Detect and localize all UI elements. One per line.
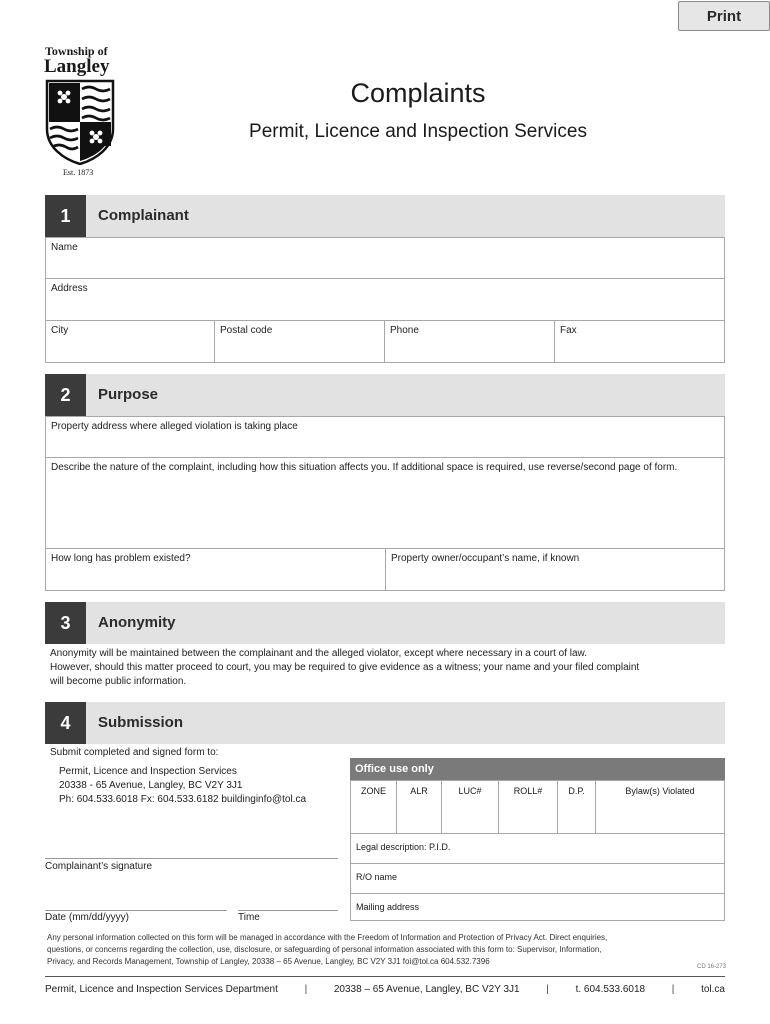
office-mailing-address[interactable]	[351, 893, 724, 921]
submission-department: Permit, Licence and Inspection Services	[59, 766, 237, 777]
office-legal-description[interactable]	[351, 833, 724, 863]
anonymity-line: will become public information.	[50, 676, 187, 687]
office-use-header: Office use only	[350, 758, 725, 780]
complaint-description-label: Describe the nature of the complaint, including how this situation affects you. If additional space is required, use reverse/second page of form.	[51, 462, 678, 473]
submission-intro: Submit completed and signed form to:	[50, 747, 219, 758]
anonymity-line: However, should this matter proceed to court, you may be required to give evidence as a witness; your name and your filed complaint	[50, 662, 640, 673]
office-legal-label: Legal description: P.I.D.	[356, 842, 451, 852]
office-ro-name[interactable]	[351, 863, 724, 893]
section-title: Purpose	[98, 386, 159, 403]
section-anonymity-header	[45, 602, 725, 644]
section-number: 2	[45, 374, 86, 416]
footer-separator: |	[671, 984, 675, 995]
problem-duration-field[interactable]	[45, 549, 386, 591]
privacy-line: questions, or concerns regarding the collection, use, disclosure, or safeguarding of personal information associated with this form to: Supervisor, Information,	[47, 945, 602, 954]
form-code: CD 16-273	[697, 964, 727, 970]
anonymity-text	[50, 647, 730, 689]
privacy-line: Any personal information collected on this form will be managed in accordance with the Freedom of Information and Protection of Privacy Act. Direct enquiries,	[47, 933, 608, 942]
office-col-dp[interactable]: D.P.	[558, 781, 596, 833]
section-number: 1	[45, 195, 86, 237]
city-label: City	[51, 325, 69, 336]
privacy-notice	[47, 932, 727, 968]
submission-address: 20338 - 65 Avenue, Langley, BC V2Y 3J1	[59, 780, 243, 791]
section-complainant-header	[45, 195, 725, 237]
address-label: Address	[51, 283, 88, 294]
footer	[45, 984, 725, 995]
print-button[interactable]: Print	[678, 1, 770, 31]
section-number: 3	[45, 602, 86, 644]
property-address-label: Property address where alleged violation is taking place	[51, 421, 298, 432]
privacy-line: Privacy, and Records Management, Township of Langley, 20338 – 65 Avenue, Langley, BC V2Y 3J1 foi@tol.ca 604.532.7396	[47, 957, 490, 966]
office-col-luc[interactable]: LUC#	[442, 781, 499, 833]
footer-separator: |	[304, 984, 308, 995]
submission-address-block	[59, 765, 306, 807]
problem-duration-label: How long has problem existed?	[51, 553, 191, 564]
office-ro-name-label: R/O name	[356, 872, 398, 882]
anonymity-line: Anonymity will be maintained between the complainant and the alleged violator, except where necessary in a court of law.	[50, 648, 587, 659]
footer-divider	[45, 976, 725, 977]
footer-address: 20338 – 65 Avenue, Langley, BC V2Y 3J1	[333, 984, 520, 995]
section-title: Complainant	[98, 207, 189, 224]
property-address-field[interactable]	[45, 416, 725, 458]
name-label: Name	[51, 242, 78, 253]
office-use-table	[350, 780, 725, 921]
office-col-roll[interactable]: ROLL#	[499, 781, 558, 833]
office-col-alr[interactable]: ALR	[397, 781, 442, 833]
postal-code-field[interactable]	[214, 321, 385, 363]
footer-department: Permit, Licence and Inspection Services Department	[45, 984, 278, 995]
phone-field[interactable]	[384, 321, 555, 363]
page-title: Complaints	[350, 78, 486, 108]
section-title: Anonymity	[98, 614, 176, 631]
fax-label: Fax	[560, 325, 577, 336]
fax-field[interactable]	[554, 321, 725, 363]
name-field[interactable]	[45, 237, 725, 279]
section-number: 4	[45, 702, 86, 744]
section-title: Submission	[98, 714, 184, 731]
property-owner-field[interactable]	[385, 549, 725, 591]
footer-website[interactable]: tol.ca	[701, 984, 725, 995]
time-label: Time	[238, 912, 260, 923]
address-field[interactable]	[45, 279, 725, 321]
city-field[interactable]	[45, 321, 215, 363]
section-submission-header	[45, 702, 725, 744]
submission-contact: Ph: 604.533.6018 Fx: 604.533.6182 buildinginfo@tol.ca	[59, 794, 307, 805]
logo-text-main: Langley	[44, 56, 110, 77]
footer-phone: t. 604.533.6018	[575, 984, 646, 995]
date-label: Date (mm/dd/yyyy)	[45, 912, 129, 923]
section-purpose-header	[45, 374, 725, 416]
signature-line[interactable]	[45, 858, 338, 859]
logo-text-top: Township of	[45, 44, 108, 58]
property-owner-label: Property owner/occupant’s name, if known	[391, 553, 580, 564]
office-mailing-label: Mailing address	[356, 902, 420, 912]
office-col-zone[interactable]: ZONE	[351, 781, 397, 833]
signature-label: Complainant’s signature	[45, 861, 153, 872]
complaint-description-field[interactable]	[45, 458, 725, 549]
page-subtitle: Permit, Licence and Inspection Services	[249, 121, 587, 142]
phone-label: Phone	[390, 325, 419, 336]
logo-established: Est. 1873	[63, 168, 94, 177]
office-col-bylaw[interactable]: Bylaw(s) Violated	[625, 786, 695, 796]
postal-code-label: Postal code	[220, 325, 273, 336]
footer-separator: |	[546, 984, 549, 995]
